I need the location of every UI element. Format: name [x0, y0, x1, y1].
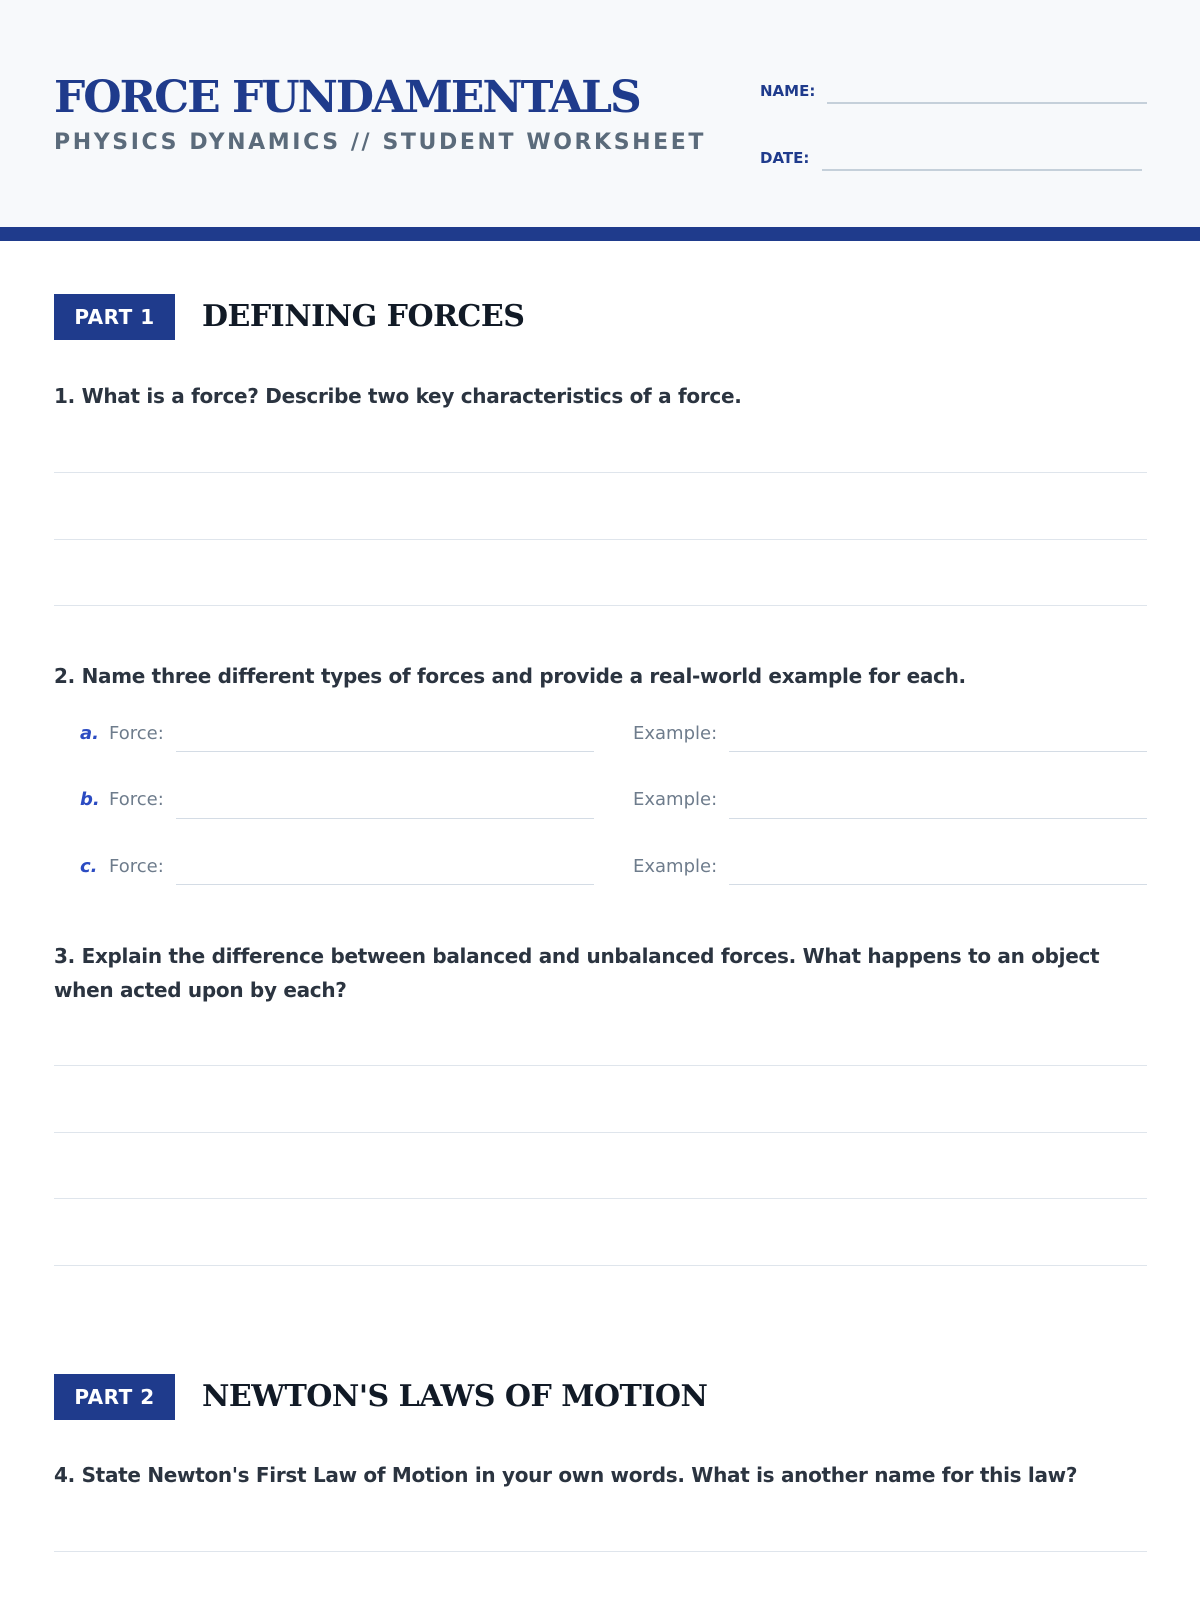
question-1: 1. What is a force? Describe two key characteristics of a force.	[54, 384, 742, 408]
question-2: 2. Name three different types of forces and provide a real-world example for each.	[54, 664, 966, 688]
answer-line[interactable]	[54, 1265, 1147, 1266]
force-label: Force:	[109, 789, 164, 810]
force-label: Force:	[109, 856, 164, 877]
force-answer-field[interactable]	[176, 818, 594, 819]
sub-item-letter: b.	[80, 789, 100, 810]
answer-line[interactable]	[54, 1551, 1147, 1552]
worksheet-title: FORCE FUNDAMENTALS	[54, 72, 640, 123]
question-3: 3. Explain the difference between balanced and unbalanced forces. What happens to an object when acted upon by each?	[54, 944, 1100, 1002]
answer-line[interactable]	[54, 1198, 1147, 1199]
example-answer-field[interactable]	[729, 884, 1147, 885]
force-label: Force:	[109, 723, 164, 744]
example-answer-field[interactable]	[729, 751, 1147, 752]
answer-line[interactable]	[54, 472, 1147, 473]
worksheet-subtitle: PHYSICS DYNAMICS // STUDENT WORKSHEET	[54, 130, 707, 155]
example-label: Example:	[633, 789, 718, 810]
answer-line[interactable]	[54, 539, 1147, 540]
example-answer-field[interactable]	[729, 818, 1147, 819]
example-label: Example:	[633, 723, 718, 744]
part-2-badge: PART 2	[54, 1374, 175, 1420]
name-field[interactable]	[827, 102, 1147, 104]
date-label: DATE:	[760, 149, 810, 167]
part-1-title: DEFINING FORCES	[202, 299, 525, 334]
example-label: Example:	[633, 856, 718, 877]
question-4: 4. State Newton's First Law of Motion in your own words. What is another name for this law?	[54, 1463, 1078, 1487]
answer-line[interactable]	[54, 1065, 1147, 1066]
part-1-badge: PART 1	[54, 294, 175, 340]
part-2-title: NEWTON'S LAWS OF MOTION	[202, 1379, 708, 1414]
answer-line[interactable]	[54, 605, 1147, 606]
name-label: NAME:	[760, 82, 816, 100]
worksheet-header	[0, 0, 1200, 241]
date-field[interactable]	[822, 169, 1142, 171]
force-answer-field[interactable]	[176, 884, 594, 885]
answer-line[interactable]	[54, 1132, 1147, 1133]
sub-item-letter: c.	[80, 856, 98, 877]
sub-item-letter: a.	[80, 723, 99, 744]
force-answer-field[interactable]	[176, 751, 594, 752]
